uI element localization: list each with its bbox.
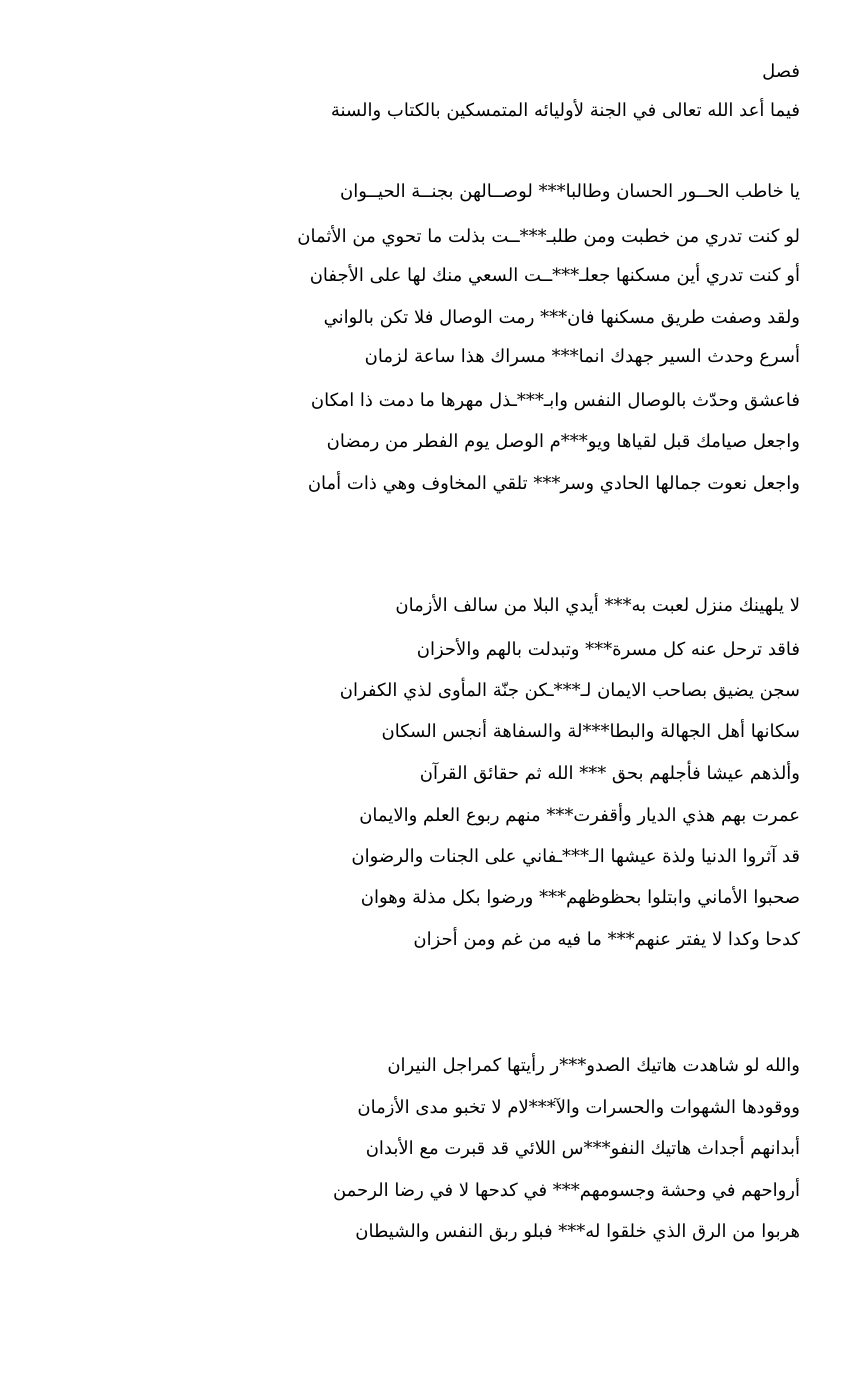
verse-line: يا خاطب الحــور الحسان وطالبا*** لوصــالهن بجنــة الحيــوان [339,181,800,202]
verse-line: سكانها أهل الجهالة والبطا***لة والسفاهة أنجس السكان [381,721,800,742]
verse-line: أو كنت تدري أين مسكنها جعلـ***ــت السعي منك لها على الأجفان [309,265,800,286]
verse-line: والله لو شاهدت هاتيك الصدو***ر رأيتها كمراجل النيران [387,1055,800,1076]
verse-line: قد آثروا الدنيا ولذة عيشها الـ***ـفاني على الجنات والرضوان [351,846,800,867]
verse-line: كدحا وكدا لا يفتر عنهم*** ما فيه من غم ومن أحزان [413,929,800,950]
verse-line: ولقد وصفت طريق مسكنها فان*** رمت الوصال فلا تكن بالواني [323,307,800,328]
verse-line: صحبوا الأماني وابتلوا بحظوظهم*** ورضوا بكل مذلة وهوان [360,887,800,908]
section-subheading: فيما أعد الله تعالى في الجنة لأوليائه المتمسكين بالكتاب والسنة [330,100,800,121]
verse-line: أسرع وحدث السير جهدك انما*** مسراك هذا ساعة لزمان [364,346,800,367]
verse-line: لا يلهينك منزل لعبت به*** أيدي البلا من سالف الأزمان [395,595,800,616]
verse-line: هربوا من الرق الذي خلقوا له*** فبلو ربق النفس والشيطان [355,1221,800,1242]
verse-line: سجن يضيق بصاحب الايمان لـ***ـكن جنّة المأوى لذي الكفران [339,680,800,701]
verse-line: وألذهم عيشا فأجلهم بحق *** الله ثم حقائق القرآن [419,763,800,784]
verse-line: ووقودها الشهوات والحسرات والآ***لام لا تخبو مدى الأزمان [357,1097,800,1118]
verse-line: فاعشق وحدّث بالوصال النفس وابـ***ـذل مهرها ما دمت ذا امكان [310,390,800,411]
verse-line: عمرت بهم هذي الديار وأقفرت*** منهم ربوع العلم والايمان [359,805,800,826]
section-heading: فصل [762,61,800,82]
verse-line: لو كنت تدري من خطبت ومن طلبـ***ــت بذلت ما تحوي من الأثمان [297,226,800,247]
verse-line: واجعل صيامك قبل لقياها ويو***م الوصل يوم الفطر من رمضان [326,431,800,452]
verse-line: واجعل نعوت جمالها الحادي وسر*** تلقي المخاوف وهي ذات أمان [307,473,800,494]
verse-line: أرواحهم في وحشة وجسومهم*** في كدحها لا في رضا الرحمن [332,1180,800,1201]
verse-line: فاقد ترحل عنه كل مسرة*** وتبدلت بالهم والأحزان [416,639,800,660]
verse-line: أبدانهم أجداث هاتيك النفو***س اللائي قد قبرت مع الأبدان [365,1138,800,1159]
